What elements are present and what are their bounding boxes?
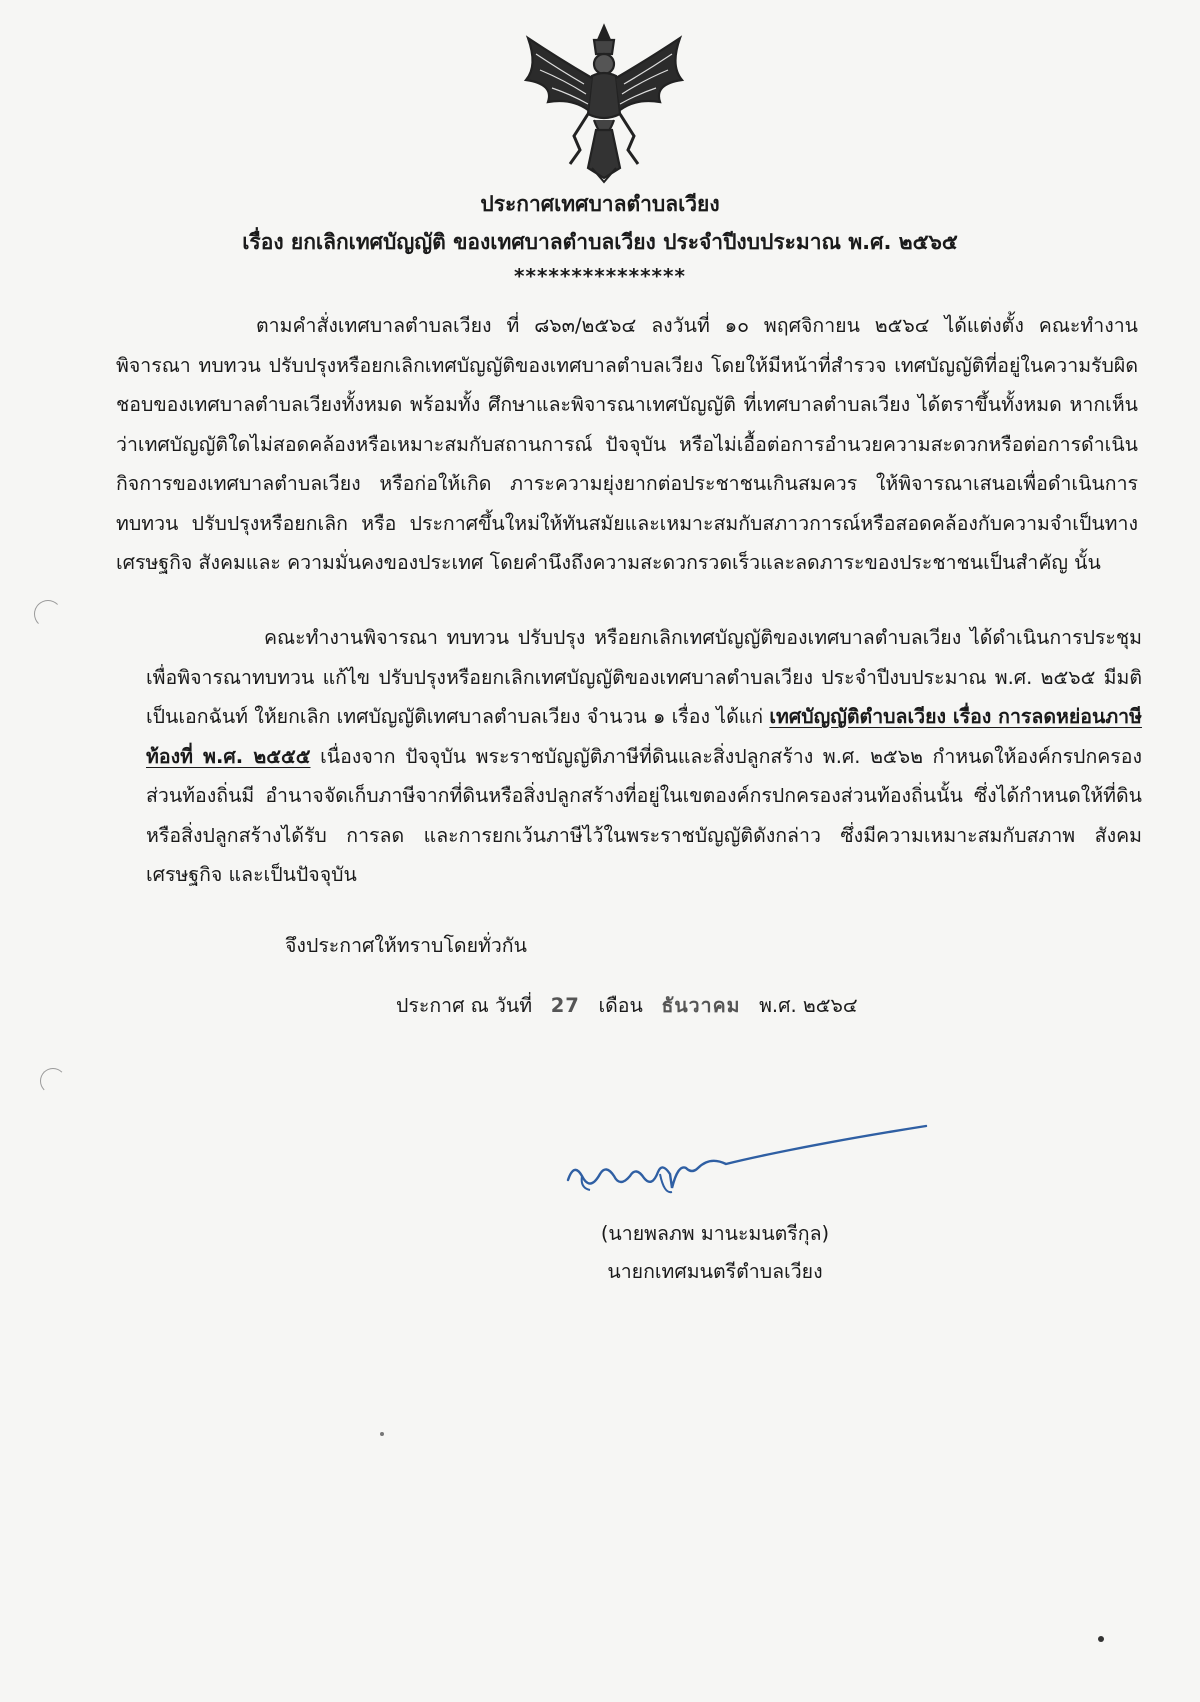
punch-hole-mark: [34, 600, 62, 628]
scan-speck: [1098, 1636, 1104, 1642]
document-title: ประกาศเทศบาลตำบลเวียง: [480, 192, 720, 216]
paragraph-1: ตามคำสั่งเทศบาลตำบลเวียง ที่ ๘๖๓/๒๕๖๔ ลงวันที่ ๑๐ พฤศจิกายน ๒๕๖๔ ได้แต่งตั้ง คณะทำงานพิจารณา ทบทวน ปรับปรุงหรือยกเลิกเทศบัญญัติของเทศบาลตำบลเวียง โดยให้มีหน้าที่สำรวจ เทศบัญญัติที่อยู่ในความรับผิดชอบของเทศบาลตำบลเวียงทั้งหมด พร้อมทั้ง ศึกษาและพิจารณาเทศบัญญัติ ที่เทศบาลตำบลเวียง ได้ตราขึ้นทั้งหมด หากเห็นว่าเทศบัญญัติใดไม่สอดคล้องหรือเหมาะสมกับสถานการณ์ ปัจจุบัน หรือไม่เอื้อต่อการอำนวยความสะดวกหรือต่อการดำเนินกิจการของเทศบาลตำบลเวียง หรือก่อให้เกิด ภาระความยุ่งยากต่อประชาชนเกินสมควร ให้พิจารณาเสนอเพื่อดำเนินการทบทวน ปรับปรุงหรือยกเลิก หรือ ประกาศขึ้นใหม่ให้ทันสมัยและเหมาะสมกับสภาวการณ์หรือสอดคล้องกับความจำเป็นทางเศรษฐกิจ สังคมและ ความมั่นคงของประเทศ โดยคำนึงถึงความสะดวกรวดเร็วและลดภาระของประชาชนเป็นสำคัญ นั้น: [116, 314, 1138, 574]
date-month: ธันวาคม: [661, 994, 741, 1017]
scan-speck: [380, 1432, 384, 1436]
paragraph-2-text-a: คณะทำงานพิจารณา ทบทวน ปรับปรุง หรือยกเลิกเทศบัญญัติของเทศบาลตำบลเวียง ได้ดำเนินการประชุมเพื่อพิจารณาทบทวน แก้ไข ปรับปรุงหรือยกเลิกเทศบัญญัติของเทศบาลตำบลเวียง ประจำปีงบประมาณ พ.ศ. ๒๕๖๕ มีมติเป็นเอกฉันท์ ให้ยกเลิก เทศบัญญัติเทศบาลตำบลเวียง จำนวน ๑ เรื่อง ได้แก่: [146, 626, 1142, 728]
document-subject: เรื่อง ยกเลิกเทศบัญญัติ ของเทศบาลตำบลเวียง ประจำปีงบประมาณ พ.ศ. ๒๕๖๕: [242, 230, 958, 254]
signer-name: (นายพลภพ มานะมนตรีกุล): [600, 1222, 830, 1245]
signer-position: นายกเทศมนตรีตำบลเวียง: [607, 1260, 823, 1283]
repealed-ordinance-name: เทศบัญญัติตำบลเวียง เรื่อง การลดหย่อนภาษีท้องที่ พ.ศ. ๒๕๕๕: [146, 705, 1142, 768]
announcement-line: จึงประกาศให้ทราบโดยทั่วกัน: [285, 934, 527, 957]
date-prefix: ประกาศ ณ วันที่: [396, 994, 533, 1017]
paragraph-2-text-b: เนื่องจาก ปัจจุบัน พระราชบัญญัติภาษีที่ดินและสิ่งปลูกสร้าง พ.ศ. ๒๕๖๒ กำหนดให้องค์กรปกครองส่วนท้องถิ่นมี อำนาจจัดเก็บภาษีจากที่ดินหรือสิ่งปลูกสร้างที่อยู่ในเขตองค์กรปกครองส่วนท้องถิ่นนั้น ซึ่งได้กำหนดให้ที่ดิน หรือสิ่งปลูกสร้างได้รับ การลด และการยกเว้นภาษีไว้ในพระราชบัญญัติดังกล่าว ซึ่งมีความเหมาะสมกับสภาพ สังคม เศรษฐกิจ และเป็นปัจจุบัน: [146, 744, 1142, 886]
date-month-label: เดือน: [598, 994, 643, 1017]
date-day: 27: [550, 994, 580, 1017]
handwritten-signature: [560, 1118, 940, 1218]
date-year: พ.ศ. ๒๕๖๔: [759, 994, 858, 1017]
paragraph-2: [146, 618, 1142, 895]
title-separator: ***************: [514, 264, 686, 288]
punch-hole-mark: [40, 1068, 66, 1094]
garuda-emblem-icon: [514, 18, 694, 186]
date-line: [396, 990, 858, 1021]
